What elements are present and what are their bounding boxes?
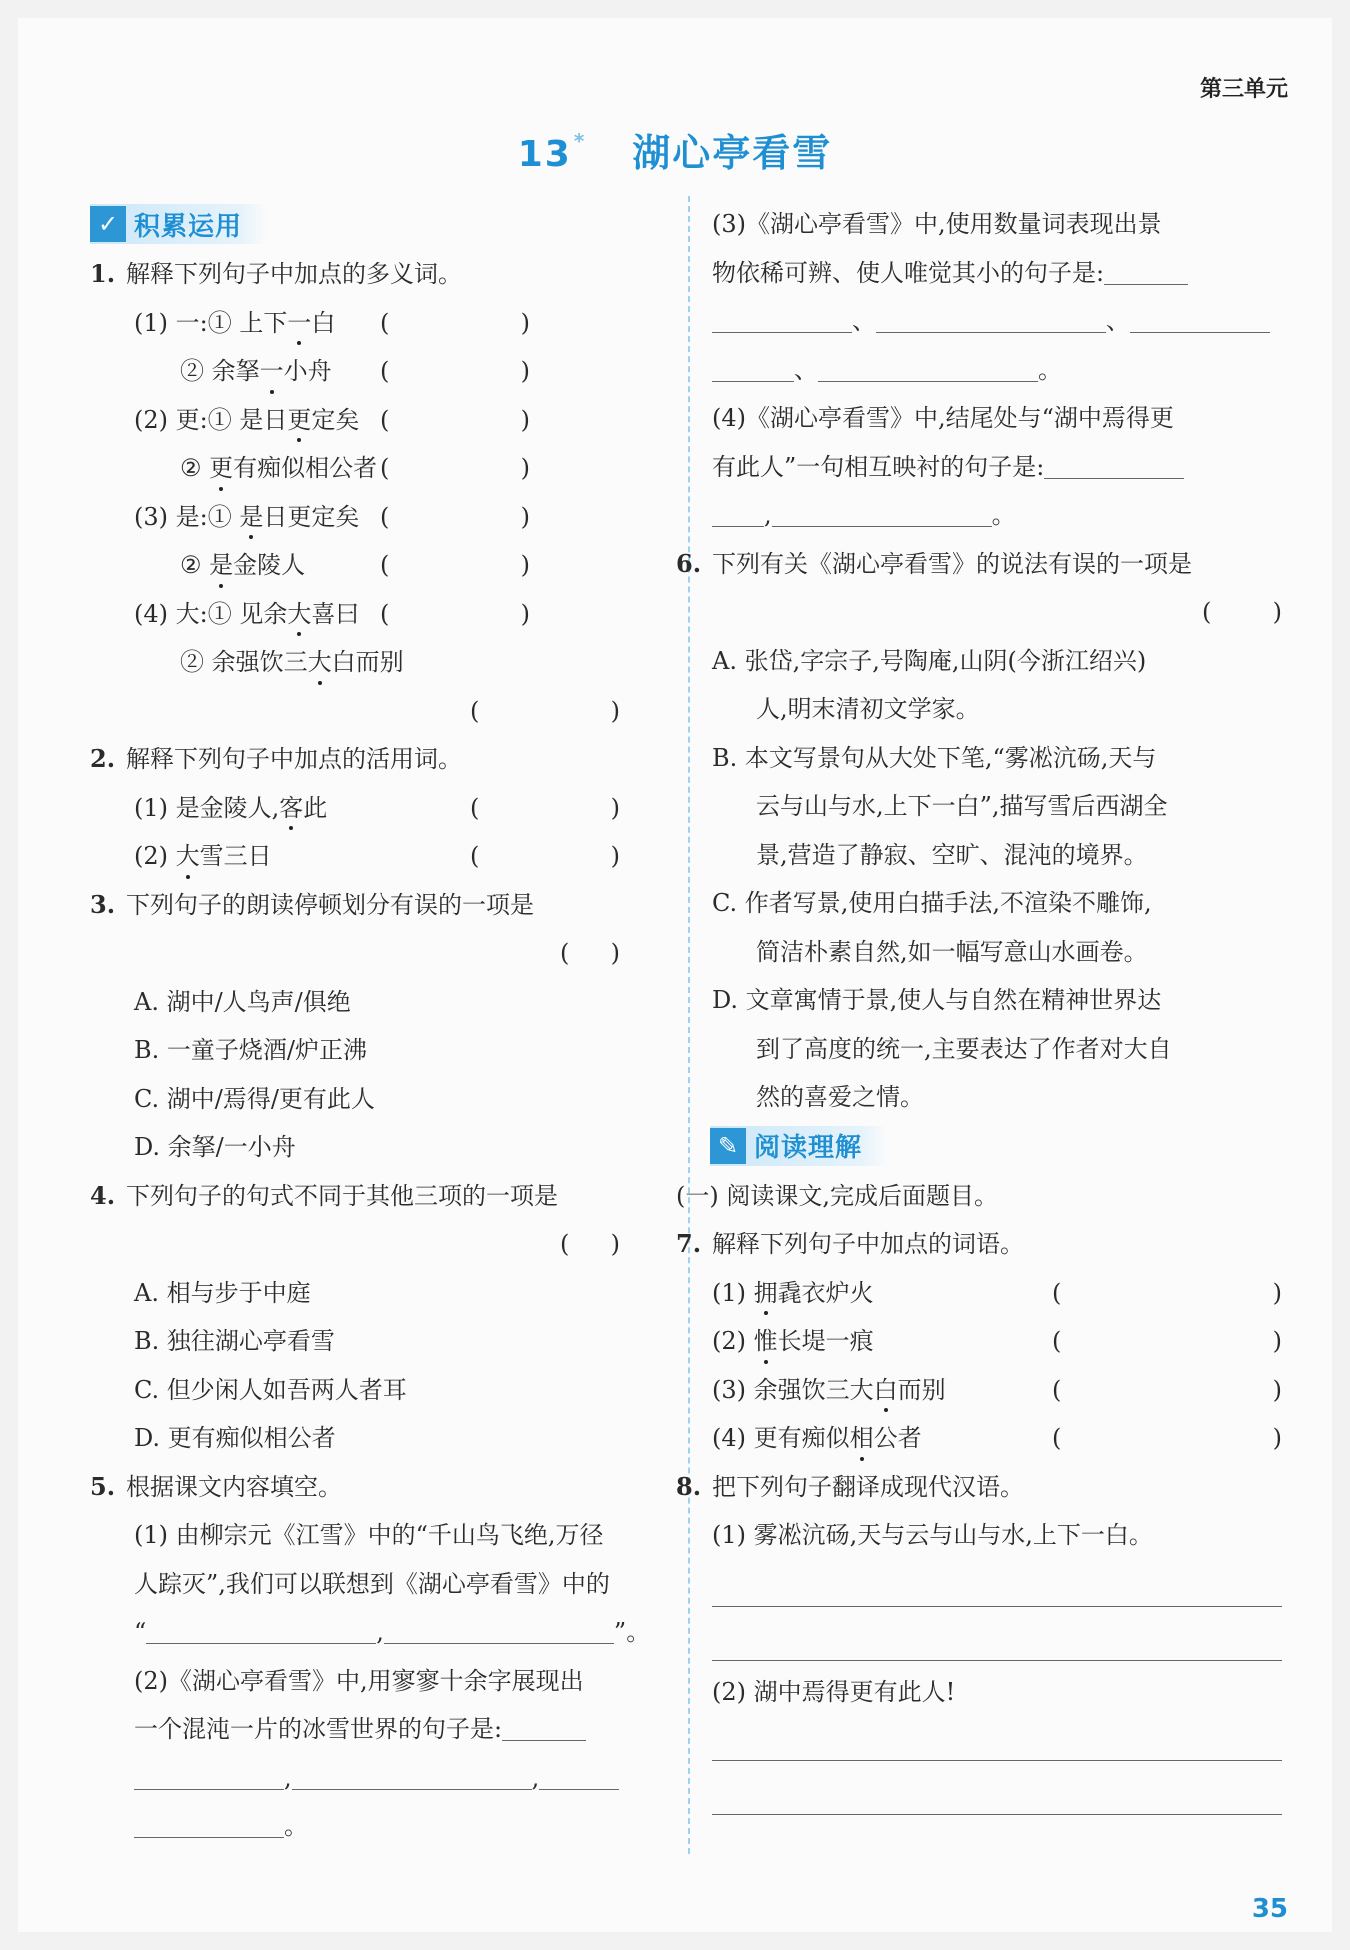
- fill-blank[interactable]: [384, 1617, 614, 1644]
- question-stem: 2. 解释下列句子中加点的活用词。: [90, 744, 462, 773]
- fill-blank[interactable]: [818, 355, 1038, 382]
- question-stem: 4. 下列句子的句式不同于其他三项的一项是: [90, 1180, 558, 1210]
- lesson-title: 湖心亭看雪: [632, 131, 833, 175]
- fill-blank[interactable]: [292, 1763, 532, 1790]
- fill-row: 、 。: [712, 346, 1282, 395]
- fill-row: 。: [90, 1802, 660, 1851]
- answer-row: (4) 大:① 见余大喜曰 ( ): [90, 590, 660, 639]
- pencil-edit-icon: ✎: [710, 1128, 746, 1164]
- fill-blank[interactable]: [1130, 306, 1270, 333]
- option[interactable]: B. 独往湖心亭看雪: [134, 1327, 335, 1355]
- lesson-mark: *: [573, 129, 587, 153]
- question-stem: 1. 解释下列句子中加点的多义词。: [90, 259, 462, 288]
- section-header-accumulate: [90, 204, 268, 244]
- column-divider: [688, 196, 690, 1854]
- option-cont: 然的喜爱之情。: [756, 1083, 924, 1111]
- answer-line[interactable]: [712, 1660, 1282, 1661]
- unit-label: 第三单元: [1199, 77, 1288, 102]
- fill-text: (4)《湖心亭看雪》中,结尾处与“湖中焉得更: [712, 404, 1174, 432]
- option[interactable]: A. 张岱,字宗子,号陶庵,山阴(今浙江绍兴): [712, 646, 1147, 675]
- fill-row: 、 、: [712, 297, 1282, 346]
- page-number: 35: [1251, 1894, 1288, 1924]
- answer-row: (3) 是:① 是日更定矣 ( ): [90, 493, 660, 542]
- fill-blank[interactable]: [1104, 258, 1188, 285]
- lesson-title-bar: [0, 122, 1350, 177]
- fill-row: 物依稀可辨、使人唯觉其小的句子是:: [712, 249, 1282, 298]
- translate-sentence: (1) 雾凇沆砀,天与云与山与水,上下一白。: [712, 1521, 1153, 1549]
- option[interactable]: D. 文章寓情于景,使人与自然在精神世界达: [712, 986, 1162, 1014]
- option-cont: 云与山与水,上下一白”,描写雪后西湖全: [756, 792, 1168, 820]
- left-column: [90, 200, 660, 1851]
- section-header-reading: [710, 1126, 888, 1166]
- answer-lines: [712, 1560, 1282, 1668]
- answer-row: (1) 一:① 上下一白 ( ): [90, 299, 660, 348]
- fill-row: 一个混沌一片的冰雪世界的句子是:: [90, 1705, 660, 1754]
- fill-text: (1) 由柳宗元《江雪》中的“千山鸟飞绝,万径: [134, 1521, 604, 1549]
- fill-text: (2)《湖心亭看雪》中,用寥寥十余字展现出: [134, 1666, 584, 1695]
- option[interactable]: C. 作者写景,使用白描手法,不渲染不雕饰,: [712, 889, 1152, 917]
- reading-intro: (一) 阅读课文,完成后面题目。: [676, 1181, 998, 1210]
- option-cont: 人,明末清初文学家。: [756, 695, 980, 723]
- fill-blank[interactable]: [876, 306, 1106, 333]
- fill-row: “ , ”。: [134, 1618, 651, 1646]
- answer-line[interactable]: [712, 1814, 1282, 1815]
- answer-row: ② 更有痴似相公者 ( ): [90, 444, 660, 493]
- option-cont: 简洁朴素自然,如一幅写意山水画卷。: [756, 937, 1148, 966]
- fill-row: , 。: [712, 491, 1282, 540]
- option[interactable]: B. 本文写景句从大处下笔,“雾凇沆砀,天与: [712, 743, 1157, 772]
- answer-row: (3) 余强饮三大白而别 ( ): [712, 1366, 1282, 1415]
- fill-blank[interactable]: [1044, 452, 1184, 479]
- answer-row: ② 余强饮三大白而别: [90, 638, 660, 687]
- question-stem: 7. 解释下列句子中加点的词语。: [676, 1229, 1024, 1258]
- right-column: [676, 200, 1282, 1826]
- section-title: 阅读理解: [754, 1133, 863, 1163]
- fill-blank[interactable]: [712, 306, 852, 333]
- answer-row: (1) 是金陵人,客此 ( ): [90, 784, 660, 833]
- question-stem: 5. 根据课文内容填空。: [90, 1471, 342, 1501]
- fill-blank[interactable]: [539, 1763, 619, 1790]
- option[interactable]: B. 一童子烧酒/炉正沸: [134, 1036, 367, 1064]
- fill-blank[interactable]: [146, 1617, 376, 1644]
- check-edit-icon: ✓: [90, 206, 126, 242]
- question-stem: 6. 下列有关《湖心亭看雪》的说法有误的一项是: [676, 548, 1192, 578]
- lesson-number: 13: [517, 134, 572, 175]
- answer-row: (2) 更:① 是日更定矣 ( ): [90, 396, 660, 445]
- option[interactable]: C. 但少闲人如吾两人者耳: [134, 1375, 407, 1404]
- option[interactable]: C. 湖中/焉得/更有此人: [134, 1084, 375, 1113]
- answer-row: ② 余拏一小舟 ( ): [90, 347, 660, 396]
- fill-row: 有此人”一句相互映衬的句子是:: [712, 443, 1282, 492]
- fill-row: , ,: [90, 1754, 660, 1803]
- option[interactable]: D. 更有痴似相公者: [134, 1424, 336, 1452]
- fill-blank[interactable]: [712, 355, 794, 382]
- answer-line[interactable]: [712, 1760, 1282, 1761]
- option[interactable]: A. 相与步于中庭: [134, 1278, 311, 1307]
- fill-blank[interactable]: [134, 1811, 284, 1838]
- answer-line[interactable]: [712, 1606, 1282, 1607]
- answer-row: ② 是金陵人 ( ): [90, 541, 660, 590]
- option-cont: 景,营造了静寂、空旷、混沌的境界。: [756, 840, 1148, 869]
- answer-row: ( ): [560, 939, 620, 967]
- answer-lines: [712, 1716, 1282, 1826]
- question-stem: 8. 把下列句子翻译成现代汉语。: [676, 1471, 1024, 1501]
- fill-blank[interactable]: [772, 500, 992, 527]
- answer-row: ( ): [560, 1230, 620, 1258]
- fill-blank[interactable]: [134, 1763, 284, 1790]
- option[interactable]: A. 湖中/人鸟声/俱绝: [134, 987, 351, 1016]
- question-stem: 3. 下列句子的朗读停顿划分有误的一项是: [90, 889, 534, 919]
- answer-row: (2) 大雪三日 ( ): [90, 832, 660, 881]
- fill-text: (3)《湖心亭看雪》中,使用数量词表现出景: [712, 210, 1162, 238]
- fill-blank[interactable]: [502, 1714, 586, 1741]
- answer-row: ( ): [1202, 598, 1282, 626]
- option-cont: 到了高度的统一,主要表达了作者对大自: [756, 1034, 1172, 1063]
- translate-sentence: (2) 湖中焉得更有此人!: [712, 1677, 956, 1706]
- answer-row: (4) 更有痴似相公者 ( ): [712, 1414, 1282, 1463]
- answer-row: (2) 惟长堤一痕 ( ): [712, 1317, 1282, 1366]
- answer-row: (1) 拥毳衣炉火 ( ): [712, 1269, 1282, 1318]
- option[interactable]: D. 余拏/一小舟: [134, 1133, 296, 1161]
- fill-blank[interactable]: [712, 500, 764, 527]
- fill-text: 人踪灭”,我们可以联想到《湖心亭看雪》中的: [134, 1569, 610, 1598]
- section-title: 积累运用: [134, 211, 243, 242]
- answer-row: ( ): [470, 696, 620, 725]
